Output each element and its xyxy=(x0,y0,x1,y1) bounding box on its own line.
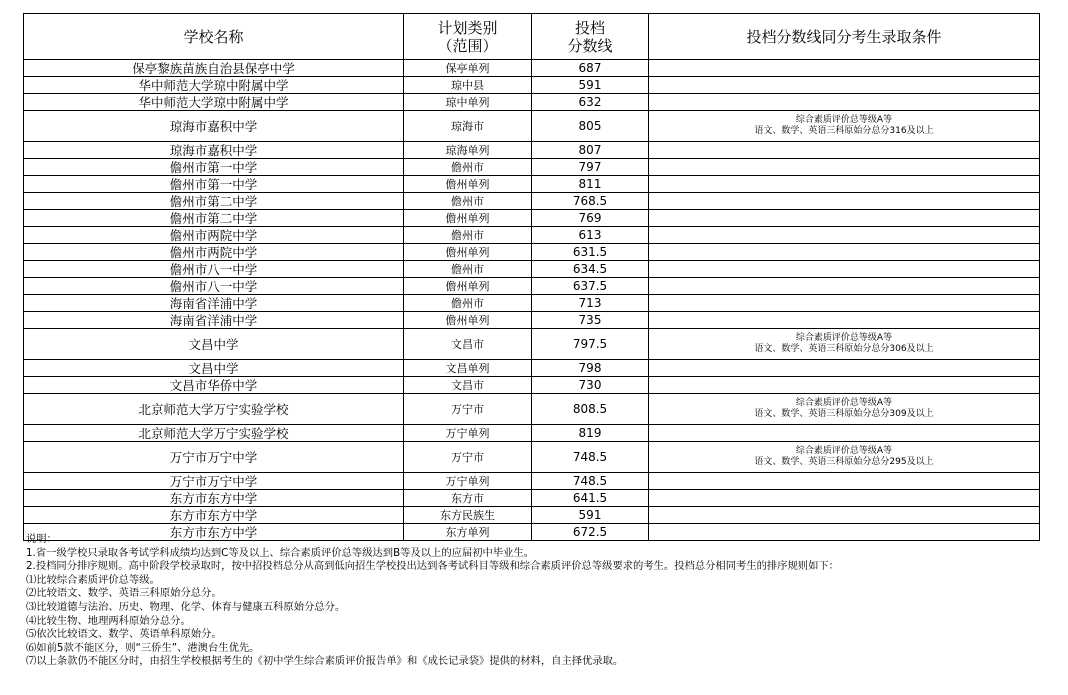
category-cell: 儋州市 xyxy=(404,159,532,176)
school-cell: 儋州市两院中学 xyxy=(24,244,404,261)
table-row xyxy=(24,111,1040,142)
score-cell: 591 xyxy=(532,77,649,94)
condition-cell xyxy=(649,377,1040,394)
table-row xyxy=(24,193,1040,210)
score-cell: 634.5 xyxy=(532,261,649,278)
table-row xyxy=(24,329,1040,360)
category-cell: 儋州单列 xyxy=(404,210,532,227)
school-cell: 琼海市嘉积中学 xyxy=(24,142,404,159)
category-cell: 琼中县 xyxy=(404,77,532,94)
table-row xyxy=(24,77,1040,94)
condition-cell xyxy=(649,425,1040,442)
score-cell: 713 xyxy=(532,295,649,312)
note-item: 1.省一级学校只录取各考试学科成绩均达到C等及以上、综合素质评价总等级达到B等及以上的应届初中毕业生。 xyxy=(26,546,535,559)
school-cell: 北京师范大学万宁实验学校 xyxy=(24,394,404,425)
score-cell: 807 xyxy=(532,142,649,159)
category-cell: 东方单列 xyxy=(404,524,532,541)
table-row xyxy=(24,377,1040,394)
condition-line: 综合素质评价总等级A等 xyxy=(795,333,893,343)
category-cell: 文昌市 xyxy=(404,377,532,394)
score-cell: 805 xyxy=(532,111,649,142)
condition-cell xyxy=(649,176,1040,193)
category-cell: 东方市 xyxy=(404,490,532,507)
condition-line: 语文、数学、英语三科原始分总分309及以上 xyxy=(754,409,934,419)
note-item: 2.投档同分排序规则。高中阶段学校录取时，按中招投档总分从高到低向招生学校投出达到各考试科目等级和综合素质评价总等级要求的考生。投档总分相同考生的排序规则如下： xyxy=(26,560,839,573)
table-row xyxy=(24,60,1040,77)
category-cell: 文昌市 xyxy=(404,329,532,360)
condition-cell xyxy=(649,295,1040,312)
score-cell: 811 xyxy=(532,176,649,193)
table-row xyxy=(24,142,1040,159)
condition-cell xyxy=(649,360,1040,377)
school-cell: 琼海市嘉积中学 xyxy=(24,111,404,142)
admission-score-table xyxy=(23,13,1040,541)
table-row xyxy=(24,295,1040,312)
condition-cell xyxy=(649,442,1040,473)
condition-line: 综合素质评价总等级A等 xyxy=(795,398,893,408)
category-cell: 东方民族生 xyxy=(404,507,532,524)
table-row xyxy=(24,210,1040,227)
school-cell: 海南省洋浦中学 xyxy=(24,312,404,329)
score-cell: 748.5 xyxy=(532,473,649,490)
score-cell: 735 xyxy=(532,312,649,329)
school-cell: 儋州市第一中学 xyxy=(24,159,404,176)
score-cell: 641.5 xyxy=(532,490,649,507)
score-cell: 797.5 xyxy=(532,329,649,360)
condition-cell xyxy=(649,507,1040,524)
table-row xyxy=(24,278,1040,295)
condition-cell xyxy=(649,94,1040,111)
condition-cell xyxy=(649,329,1040,360)
table-row xyxy=(24,425,1040,442)
category-cell: 琼中单列 xyxy=(404,94,532,111)
category-cell: 万宁市 xyxy=(404,442,532,473)
condition-cell xyxy=(649,60,1040,77)
score-cell: 748.5 xyxy=(532,442,649,473)
category-cell: 琼海单列 xyxy=(404,142,532,159)
note-item: ⑷比较生物、地理两科原始分总分。 xyxy=(26,614,191,627)
score-cell: 768.5 xyxy=(532,193,649,210)
header-category: 计划类别 （范围） xyxy=(404,14,532,60)
school-cell: 儋州市第一中学 xyxy=(24,176,404,193)
score-cell: 819 xyxy=(532,425,649,442)
header-school: 学校名称 xyxy=(24,14,404,60)
notes-list xyxy=(26,547,1056,669)
table-row xyxy=(24,312,1040,329)
school-cell: 儋州市第二中学 xyxy=(24,193,404,210)
condition-cell xyxy=(649,142,1040,159)
condition-cell xyxy=(649,77,1040,94)
school-cell: 东方市东方中学 xyxy=(24,507,404,524)
condition-cell xyxy=(649,210,1040,227)
school-cell: 万宁市万宁中学 xyxy=(24,473,404,490)
condition-cell xyxy=(649,473,1040,490)
school-cell: 万宁市万宁中学 xyxy=(24,442,404,473)
score-cell: 631.5 xyxy=(532,244,649,261)
notes-section xyxy=(26,533,1056,669)
category-cell: 万宁单列 xyxy=(404,473,532,490)
school-cell: 文昌中学 xyxy=(24,329,404,360)
condition-cell xyxy=(649,312,1040,329)
table-row xyxy=(24,227,1040,244)
score-cell: 798 xyxy=(532,360,649,377)
condition-line: 综合素质评价总等级A等 xyxy=(795,115,893,125)
table-body xyxy=(24,60,1040,541)
school-cell: 儋州市第二中学 xyxy=(24,210,404,227)
school-cell: 文昌中学 xyxy=(24,360,404,377)
table-row xyxy=(24,442,1040,473)
condition-cell xyxy=(649,278,1040,295)
school-cell: 华中师范大学琼中附属中学 xyxy=(24,94,404,111)
school-cell: 华中师范大学琼中附属中学 xyxy=(24,77,404,94)
condition-line: 语文、数学、英语三科原始分总分295及以上 xyxy=(754,457,934,467)
school-cell: 儋州市八一中学 xyxy=(24,261,404,278)
score-cell: 797 xyxy=(532,159,649,176)
note-item: ⑹如前5款不能区分，则“三侨生”、港澳台生优先。 xyxy=(26,641,260,654)
table-row xyxy=(24,159,1040,176)
score-cell: 808.5 xyxy=(532,394,649,425)
header-condition: 投档分数线同分考生录取条件 xyxy=(649,14,1040,60)
header-score: 投档 分数线 xyxy=(532,14,649,60)
school-cell: 海南省洋浦中学 xyxy=(24,295,404,312)
note-item: ⑶比较道德与法治、历史、物理、化学、体育与健康五科原始分总分。 xyxy=(26,600,346,613)
note-item: ⑵比较语文、数学、英语三科原始分总分。 xyxy=(26,587,222,600)
table-row xyxy=(24,394,1040,425)
table-row xyxy=(24,94,1040,111)
score-cell: 637.5 xyxy=(532,278,649,295)
note-item: ⑺以上条款仍不能区分时，由招生学校根据考生的《初中学生综合素质评价报告单》和《成长记录袋》提供的材料，自主择优录取。 xyxy=(26,655,624,668)
score-cell: 730 xyxy=(532,377,649,394)
table-row xyxy=(24,244,1040,261)
table-row xyxy=(24,473,1040,490)
note-item: ⑴比较综合素质评价总等级。 xyxy=(26,573,160,586)
school-cell: 保亭黎族苗族自治县保亭中学 xyxy=(24,60,404,77)
condition-cell xyxy=(649,490,1040,507)
note-item: ⑸依次比较语文、数学、英语单科原始分。 xyxy=(26,628,222,641)
school-cell: 东方市东方中学 xyxy=(24,490,404,507)
category-cell: 儋州市 xyxy=(404,261,532,278)
school-cell: 北京师范大学万宁实验学校 xyxy=(24,425,404,442)
category-cell: 儋州单列 xyxy=(404,278,532,295)
category-cell: 儋州市 xyxy=(404,295,532,312)
school-cell: 儋州市两院中学 xyxy=(24,227,404,244)
condition-cell xyxy=(649,159,1040,176)
school-cell: 东方市东方中学 xyxy=(24,524,404,541)
table-row xyxy=(24,490,1040,507)
table-header-row xyxy=(24,14,1040,60)
score-cell: 769 xyxy=(532,210,649,227)
condition-cell xyxy=(649,244,1040,261)
category-cell: 儋州市 xyxy=(404,227,532,244)
condition-cell xyxy=(649,193,1040,210)
category-cell: 万宁市 xyxy=(404,394,532,425)
category-cell: 儋州单列 xyxy=(404,312,532,329)
category-cell: 琼海市 xyxy=(404,111,532,142)
category-cell: 保亭单列 xyxy=(404,60,532,77)
score-cell: 613 xyxy=(532,227,649,244)
category-cell: 万宁单列 xyxy=(404,425,532,442)
category-cell: 儋州单列 xyxy=(404,244,532,261)
school-cell: 文昌市华侨中学 xyxy=(24,377,404,394)
condition-line: 语文、数学、英语三科原始分总分306及以上 xyxy=(754,344,934,354)
table-row xyxy=(24,360,1040,377)
score-cell: 687 xyxy=(532,60,649,77)
condition-cell xyxy=(649,261,1040,278)
category-cell: 儋州市 xyxy=(404,193,532,210)
condition-line: 语文、数学、英语三科原始分总分316及以上 xyxy=(754,126,934,136)
score-cell: 672.5 xyxy=(532,524,649,541)
condition-line: 综合素质评价总等级A等 xyxy=(795,446,893,456)
notes-title: 说明： xyxy=(26,533,57,545)
category-cell: 儋州单列 xyxy=(404,176,532,193)
score-cell: 632 xyxy=(532,94,649,111)
table-row xyxy=(24,261,1040,278)
school-cell: 儋州市八一中学 xyxy=(24,278,404,295)
score-cell: 591 xyxy=(532,507,649,524)
condition-cell xyxy=(649,394,1040,425)
condition-cell xyxy=(649,111,1040,142)
table-row xyxy=(24,176,1040,193)
condition-cell xyxy=(649,227,1040,244)
category-cell: 文昌单列 xyxy=(404,360,532,377)
table-row xyxy=(24,507,1040,524)
